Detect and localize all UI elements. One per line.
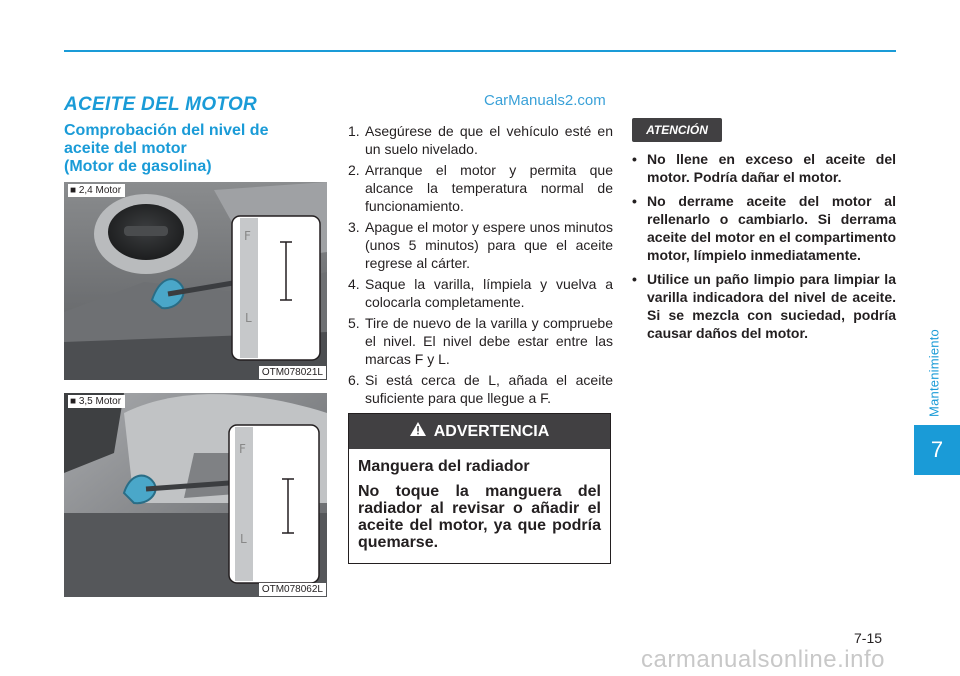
subsection-title — [64, 122, 334, 176]
step-text: Saque la varilla, límpiela y vuelva a colocarla completamente. — [365, 276, 613, 310]
bullet-dot-icon: • — [632, 271, 637, 287]
warning-header — [349, 414, 610, 449]
warning-text: No toque la manguera del radiador al revisar o añadir el aceite del motor, ya que podría quemarse. — [358, 483, 601, 551]
step-number: 2. — [348, 162, 360, 178]
step-item — [348, 122, 613, 158]
step-item — [348, 161, 613, 215]
figure-code: OTM078062L — [259, 583, 326, 596]
caution-item — [632, 270, 896, 342]
top-rule — [64, 50, 896, 52]
header-watermark: CarManuals2.com — [484, 92, 606, 109]
caution-text: Utilice un paño limpio para limpiar la varilla indicadora del nivel de aceite. Si se mezcla con suciedad, podría causar daños del motor. — [647, 271, 896, 341]
step-text: Asegúrese de que el vehículo esté en un suelo nivelado. — [365, 123, 613, 157]
subtitle-line: Comprobación del nivel de — [64, 122, 269, 139]
figure-label: ■ 3,5 Motor — [68, 395, 125, 408]
warning-box — [348, 413, 611, 564]
step-text: Tire de nuevo de la varilla y compruebe el nivel. El nivel debe estar entre las marcas F y L. — [365, 315, 613, 367]
figure-label: ■ 2,4 Motor — [68, 184, 125, 197]
svg-text:L: L — [240, 532, 247, 546]
warning-triangle-icon — [410, 422, 426, 441]
svg-text:F: F — [239, 442, 246, 456]
caution-item — [632, 192, 896, 264]
engine-photo-2-4 — [64, 182, 327, 380]
warning-heading: ADVERTENCIA — [433, 422, 550, 440]
section-title: ACEITE DEL MOTOR — [64, 94, 258, 115]
step-text: Apague el motor y espere unos minutos (unos 5 minutos) para que el aceite regrese al cárter. — [365, 219, 613, 271]
step-number: 1. — [348, 123, 360, 139]
step-item — [348, 218, 613, 272]
procedure-steps — [348, 122, 613, 410]
subtitle-line: aceite del motor — [64, 140, 187, 157]
footer-watermark[interactable]: carmanualsonline.info — [641, 646, 885, 673]
engine-photo-3-5 — [64, 393, 327, 597]
subtitle-line: (Motor de gasolina) — [64, 158, 212, 175]
figure-engine-2-4 — [64, 182, 327, 380]
caution-text: No derrame aceite del motor al rellenarlo o cambiarlo. Si derrama aceite del motor en el compartimento motor, límpielo inmediatamente. — [647, 193, 896, 263]
figure-engine-3-5 — [64, 393, 327, 597]
warning-title: Manguera del radiador — [358, 458, 530, 475]
chapter-tab-number[interactable]: 7 — [914, 425, 960, 475]
svg-text:F: F — [244, 229, 251, 243]
step-number: 3. — [348, 219, 360, 235]
page-number: 7-15 — [854, 630, 883, 646]
warning-body — [349, 449, 610, 551]
step-number: 6. — [348, 372, 360, 388]
caution-list — [632, 150, 896, 348]
step-number: 5. — [348, 315, 360, 331]
step-number: 4. — [348, 276, 360, 292]
step-item — [348, 371, 613, 407]
bullet-dot-icon: • — [632, 151, 637, 167]
step-text: Arranque el motor y permita que alcance la temperatura normal de funcionamiento. — [365, 162, 613, 214]
step-item — [348, 314, 613, 368]
caution-item — [632, 150, 896, 186]
step-text: Si está cerca de L, añada el aceite suficiente para que llegue a F. — [365, 372, 613, 406]
caution-text: No llene en exceso el aceite del motor. Podría dañar el motor. — [647, 151, 896, 185]
bullet-dot-icon: • — [632, 193, 637, 209]
chapter-label-text: Mantenimiento — [926, 329, 942, 417]
figure-code: OTM078021L — [259, 366, 326, 379]
svg-text:L: L — [245, 311, 252, 325]
caution-tag: ATENCIÓN — [632, 118, 722, 142]
chapter-tab-label — [925, 318, 943, 428]
step-item — [348, 275, 613, 311]
